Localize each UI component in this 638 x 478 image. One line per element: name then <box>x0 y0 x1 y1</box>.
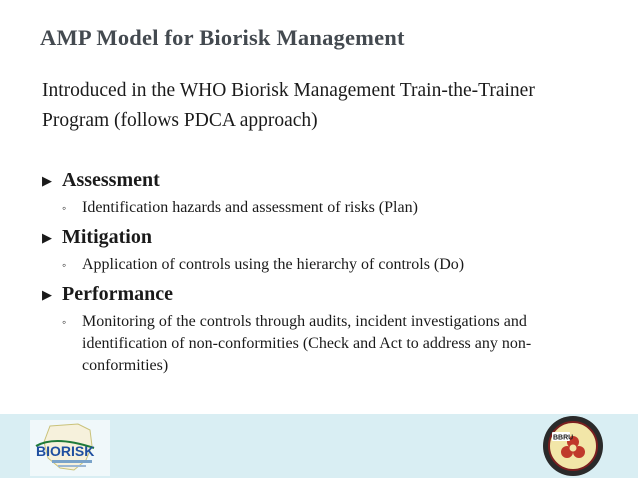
bullet-assessment <box>42 166 612 219</box>
bullet-subtext: Application of controls using the hierarchy of controls (Do) <box>82 256 465 273</box>
bullet-performance <box>42 280 612 377</box>
logo-left-text: BIORISK <box>36 443 95 459</box>
triangle-bullet-icon: ▶ <box>42 173 52 188</box>
circle-bullet-icon: ◦ <box>62 201 67 215</box>
bullet-label: Performance <box>62 283 174 305</box>
circle-bullet-icon: ◦ <box>62 315 67 329</box>
bullet-mitigation <box>42 223 612 276</box>
triangle-bullet-icon: ▶ <box>42 287 52 302</box>
slide-title: AMP Model for Biorisk Management <box>40 25 405 50</box>
biohazard-seal-logo-icon <box>540 414 606 478</box>
logo-right-text: BBRU <box>553 434 574 442</box>
bullet-list <box>42 166 612 381</box>
bullet-subtext: Identification hazards and assessment of risks (Plan) <box>82 199 418 216</box>
kenya-map-logo-icon <box>30 420 110 476</box>
bullet-subtext: Monitoring of the controls through audits, incident investigations and identification of non-conformities (Check and Act to address any non-conformities) <box>82 313 532 374</box>
intro-text: Introduced in the WHO Biorisk Management Train-the-Trainer Program (follows PDCA approach) <box>42 80 535 131</box>
bullet-label: Mitigation <box>62 226 152 248</box>
bullet-label: Assessment <box>62 169 160 191</box>
triangle-bullet-icon: ▶ <box>42 230 52 245</box>
circle-bullet-icon: ◦ <box>62 258 67 272</box>
